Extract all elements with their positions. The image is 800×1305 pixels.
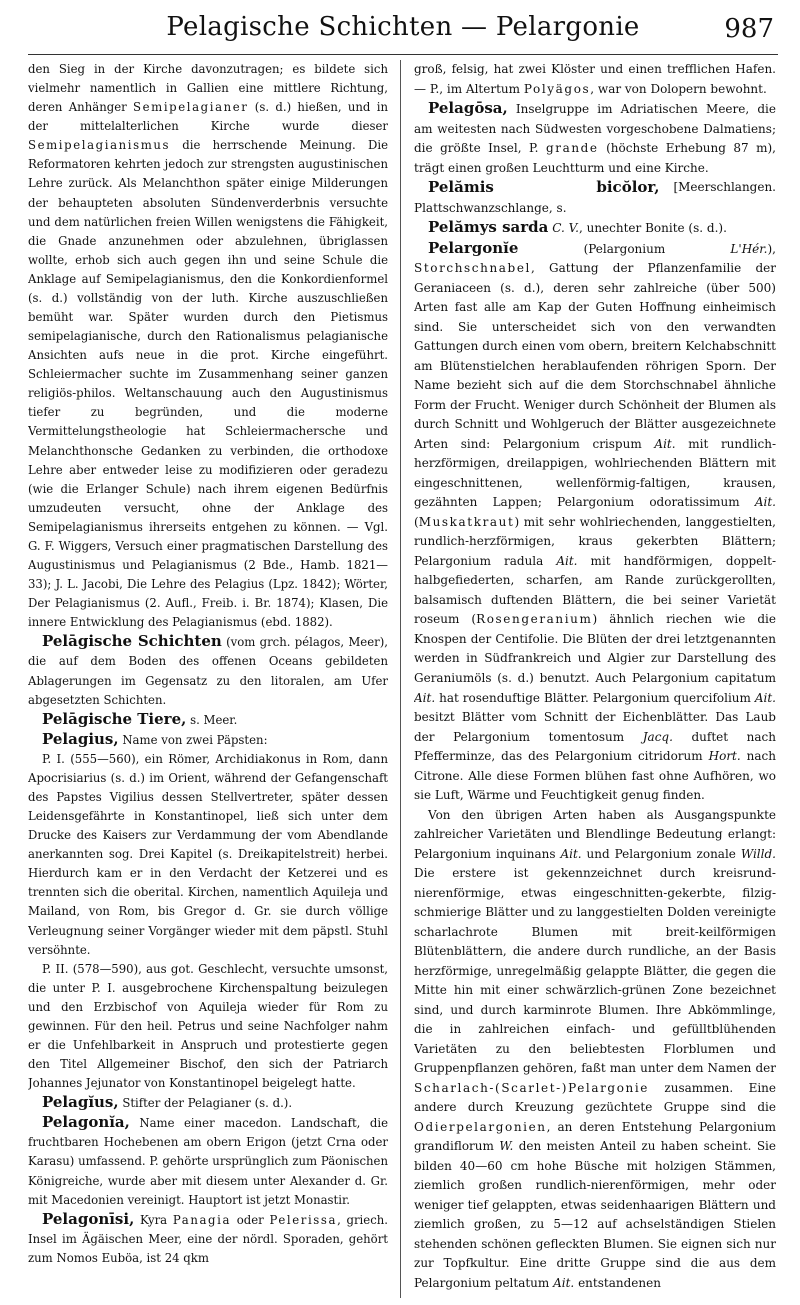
entry-text: s. Meer. xyxy=(186,712,238,727)
headword: Pelagĭus, xyxy=(42,1093,119,1112)
author-abbrev: Willd. xyxy=(740,846,776,861)
entry-text: Von den übrigen Arten haben als Ausgangspunkte zahlreicher Varietäten und Blendlinge Bedeutung erlangt: Pelargonium inquinans xyxy=(414,807,776,861)
author-abbrev: C. V. xyxy=(548,221,579,236)
headword: Pelămis bicŏlor, xyxy=(428,178,660,197)
entry-text: duftet nach Pfefferminze, das des Pelargonium citridorum xyxy=(414,729,776,764)
entry-pelamys-sarda xyxy=(414,218,776,239)
carryover-text: [Meerschlangen. xyxy=(673,180,776,195)
header-rule xyxy=(28,54,778,55)
entry-text: (Pelargonium xyxy=(518,241,731,256)
entry-text: , Gattung der Pflanzenfamilie der Geraniaceen (s. d.), deren sehr zahlreiche (über 500) Arten fast alle am Kap der Guten Hoffnung einheimisch sind. Sie unterscheidet sich von den verwandten Gattungen durch einen vom obern, breitern Kelchabschnitt am Blütenstielchen herablaufenden röhrigen Sporn. Der Name bezieht sich auf die dem Storchschnabel ähnliche Form der Frucht. Weniger durch Schönheit der Blumen als durch Schnitt und Wohlgeruch der Blätter ausgezeichnete Arten sind: Pelargonium crispum xyxy=(414,261,776,451)
text-run: die herrschende Meinung. Die Reformatoren kehrten jedoch zur strengsten augustinischen Lehre zurück. Als Melanchthon später einige Milderungen der behaupteten absoluten Sündenverderbnis versuchte und dem natürlichen freien Willen wenigstens die Fähigkeit, die Gnade anzunehmen oder abzulehnen, übriglassen wollte, erhob sich auch gegen ihn und seine Schule die Anklage auf Semipelagianismus, den die Konkordienformel (s. d.) vollständig von der luth. Kirche auszuschließen bemüht war. Später wurden durch den Pietismus semipelagianische, durch den Rationalismus pelagianische Ansichten aufs neue in die prot. Kirche eingeführt. Schleiermacher suchte im Zusammenhang seiner ganzen religiös-philos. Weltanschauung auch den Augustinismus tiefer zu begründen, und die moderne Vermittelungstheologie hat Schleiermachersche und Melanchthonsche Gedanken zu verbinden, die orthodoxe Lehre aber entweder leise zu modifizieren oder geradezu (wie die Erlanger Schule) nach ihrem eigenen Bedürfnis umzudeuten versucht, ohne der Anklage des Semipelagianismus ihrerseits entgehen zu können. — Vgl. G. F. Wiggers, Versuch einer pragmatischen Darstellung des Augustinismus und Pelagianismus (2 Bde., Hamb. 1821—33); J. L. Jacobi, Die Lehre des Pelagius (Lpz. 1842); Wörter, Der Pelagianismus (2. Aufl., Freib. i. Br. 1874); Klasen, Die innere Entwicklung des Pelagianismus (ebd. 1882). xyxy=(28,138,388,630)
running-title: Pelagische Schichten — Pelargonie xyxy=(166,12,640,42)
headword: Pelargonĭe xyxy=(428,238,519,257)
author-abbrev: Ait. xyxy=(754,495,776,510)
text-run: den Sieg in der Kirche davonzutragen; es bildete sich vielmehr namentlich in Gallien eine mittlere Richtung, deren Anhänger xyxy=(28,62,388,115)
entry-text: ), xyxy=(767,241,776,256)
headword: Pelămys sarda xyxy=(428,218,549,237)
author-abbrev: Ait. xyxy=(654,436,676,451)
headword: Pelagōsa, xyxy=(428,99,508,118)
entry-text: Plattschwanzschlange, s. xyxy=(414,200,567,215)
spaced-term: Storchschnabel xyxy=(414,261,531,276)
spaced-term: Muskatkraut xyxy=(418,514,515,529)
entry-text: Inselgruppe im Adriatischen Meere, die am weitesten nach Südwesten vorgeschobene Dalmatiens; die größte Insel, P. xyxy=(414,102,776,156)
author-abbrev: Ait. xyxy=(560,846,582,861)
entry-text: mit handförmigen, doppelt-halbgefiederten, scharfen, am Rande zurückgerollten, balsamisch duftenden Blättern, die bei seiner Varietät roseum ( xyxy=(414,553,776,627)
entry-pelagius-stifter xyxy=(28,1093,388,1113)
author-abbrev: Ait. xyxy=(553,1275,575,1290)
left-column xyxy=(28,60,388,1298)
entry-text: (vom grch. pélagos, Meer), die auf dem Boden des offenen Oceans gebildeten Ablagerungen im Gegensatz zu den litoralen, am Ufer abgesetzten Schichten. xyxy=(28,635,388,707)
entry-text: zusammen. Eine andere durch Kreuzung gezüchtete Gruppe sind die xyxy=(414,1080,776,1115)
entry-text: Name von zwei Päpsten: xyxy=(118,732,268,747)
text-run: (s. d.) hießen, und in der mittelalterlichen Kirche wurde dieser xyxy=(28,100,388,134)
page-header xyxy=(28,6,778,56)
spaced-term: Panagia xyxy=(172,1212,232,1227)
entry-text: entstandenen xyxy=(574,1275,661,1290)
entry-text: und Pelargonium zonale xyxy=(581,846,741,861)
entry-continuation xyxy=(414,60,776,99)
entry-text: oder xyxy=(231,1212,270,1227)
spaced-term: Scharlach-(Scarlet-)Pelargonie xyxy=(414,1080,650,1095)
entry-text: mit rundlich-herzförmigen, dreilappigen, wohlriechenden Blättern mit eingeschnittenen, wellenförmig-faltigen, krausen, gezähnten Lappen; Pelargonium odoratissimum xyxy=(414,436,776,510)
headword: Pelagonīsi, xyxy=(42,1209,135,1228)
entry-text: besitzt Blätter vom Schnitt der Eichenblätter. Das Laub der Pelargonium tomentosum xyxy=(414,710,776,744)
entry-text: Die erstere ist gekennzeichnet durch kreisrund-nierenförmige, etwas eingeschnitten-gekerbte, filzig-schmierige Blätter und zu langgestielten Dolden vereinigte scharlachrote Blumen mit breit-keilförmigen Blütenblättern, die andere durch rundliche, an der Basis herzförmige, unregelmäßig gelappte Blätter, die gegen die Mitte hin mit einer schwärzlich-grünen Zone bezeichnet sind, und durch karminrote Blumen. Ihre Abkömmlinge, die in zahlreichen einfach- und gefülltblühenden Varietäten zu den beliebtesten Florblumen und Gruppenpflanzen gehören, faßt man unter dem Namen der xyxy=(414,866,776,1076)
spaced-term: Rosengeranium xyxy=(476,612,593,627)
entry-text: nach Citrone. Alle diese Formen blühen fast ohne Aufhören, wo sie Luft, Wärme und Feuchtigkeit genug finden. xyxy=(414,749,776,803)
entry-text: ) mit sehr wohlriechenden, langgestielten, rundlich-herzförmigen, kraus gekerbten Blättern; Pelargonium radula xyxy=(414,514,776,568)
entry-pelagische-tiere xyxy=(28,710,388,730)
right-column xyxy=(414,60,776,1298)
entry-continuation xyxy=(28,60,388,632)
headword: Pelagius, xyxy=(42,729,119,748)
entry-text: ) ähnlich riechen wie die Knospen der Centifolie. Die Blüten der drei letztgenannten werden in Südfrankreich und Algier zur Darstellung des Geraniumöls (s. d.) benutzt. Auch Pelargonium capitatum xyxy=(414,612,776,685)
text-run: , war von Dolopern bewohnt. xyxy=(590,81,767,96)
spaced-term: grande xyxy=(545,141,599,156)
text-run: groß, felsig, hat zwei Klöster und einen trefflichen Hafen. — P., im Altertum xyxy=(414,62,776,96)
author-abbrev: Ait. xyxy=(754,690,776,705)
entry-text: Stifter der Pelagianer (s. d.). xyxy=(118,1096,293,1111)
entry-pelagonisi xyxy=(28,1210,388,1268)
headword: Pelagonĭa, xyxy=(42,1113,130,1132)
entry-text: , griech. Insel im Ägäischen Meer, eine der nördl. Sporaden, gehört zum Nomos Euböa, ist 24 qkm xyxy=(28,1212,388,1265)
spaced-term: Pelerissa xyxy=(269,1212,338,1227)
entry-pelargonie xyxy=(414,239,776,806)
entry-pelagius-ii: P. II. (578—590), aus got. Geschlecht, versuchte umsonst, die unter P. I. ausgebrochene Kirchenspaltung beizulegen und den Erzbischof von Aquileja wieder für Rom zu gewinnen. Für den heil. Petrus und seine Nachfolger nahm er die Unfehlbarkeit in Anspruch und protestierte gegen den Titel Allgemeiner Bischof, den sich der Patriarch Johannes Jejunator von Konstantinopel beigelegt hatte. xyxy=(28,961,388,1091)
entry-pelagonia xyxy=(28,1113,388,1209)
page-number: 987 xyxy=(724,14,774,44)
author-abbrev: Jacq. xyxy=(642,729,673,744)
author-abbrev: Ait. xyxy=(414,690,436,705)
entry-text: den meisten Anteil zu haben scheint. Sie bilden 40—60 cm hohe Büsche mit holzigen Stämmen, ziemlich großen rundlich-nierenförmigen, mehr oder weniger tief gelappten, etwas seidenhaarigen Blättern und ziemlich großen, zu 5—12 auf achselständigen Stielen stehenden schönen gefleckten Blumen. Sie eignen sich nur zur Topfkultur. Eine dritte Gruppe sind die aus dem Pelargonium peltatum xyxy=(414,1139,776,1290)
spaced-term: Semipelagianismus xyxy=(28,138,171,153)
entry-text: ( xyxy=(414,514,419,529)
author-abbrev: Ait. xyxy=(556,553,578,568)
column-divider xyxy=(400,60,401,1298)
author-abbrev: L'Hér. xyxy=(730,241,768,256)
entry-pelagische-schichten xyxy=(28,632,388,709)
entry-pelagius-i: P. I. (555—560), ein Römer, Archidiakonus in Rom, dann Apocrisiarius (s. d.) im Orient, während der Gefangenschaft des Papstes Vigilius dessen Stellvertreter, später dessen Leidensgefährte in Konstantinopel, ließ sich unter dem Drucke des Kaisers zur Verdammung der vom Abendlande anerkannten sog. Drei Kapitel (s. Dreikapitelstreit) herbei. Hierdurch kam er in den Verdacht der Ketzerei und es trennten sich die oberital. Kirchen, namentlich Aquileja und Mailand, von Rom, bis Gregor d. Gr. sie durch völlige Verleugnung seiner Vorgänger wieder mit dem päpstl. Stuhl versöhnte. xyxy=(28,751,388,957)
entry-text: Name einer macedon. Landschaft, die fruchtbaren Hochebenen am obern Erigon (jetzt Crna oder Karasu) umfassend. P. gehörte ursprünglich zum Päonischen Königreiche, wurde aber mit diesem unter Alexander d. Gr. mit Macedonien vereinigt. Hauptort ist jetzt Monastir. xyxy=(28,1116,388,1207)
entry-pelargonie-arten xyxy=(414,806,776,1294)
entry-pelagius xyxy=(28,730,388,750)
spaced-term: Polyägos xyxy=(523,81,591,96)
entry-text: hat rosenduftige Blätter. Pelargonium quercifolium xyxy=(435,690,755,705)
entry-text: , unechter Bonite (s. d.). xyxy=(578,221,727,236)
spaced-term: Odierpelargonien xyxy=(414,1119,547,1134)
entry-text: , an deren Entstehung Pelargonium grandiflorum xyxy=(414,1119,776,1154)
author-abbrev: W. xyxy=(499,1139,514,1154)
entry-text: Kyra xyxy=(134,1212,173,1227)
headword: Pelāgische Schichten xyxy=(42,632,222,651)
author-abbrev: Hort. xyxy=(708,749,741,764)
headword: Pelāgische Tiere, xyxy=(42,709,187,728)
spaced-term: Semipelagianer xyxy=(133,100,249,115)
entry-text: (höchste Erhebung 87 m), trägt einen großen Leuchtturm und eine Kirche. xyxy=(414,141,776,175)
